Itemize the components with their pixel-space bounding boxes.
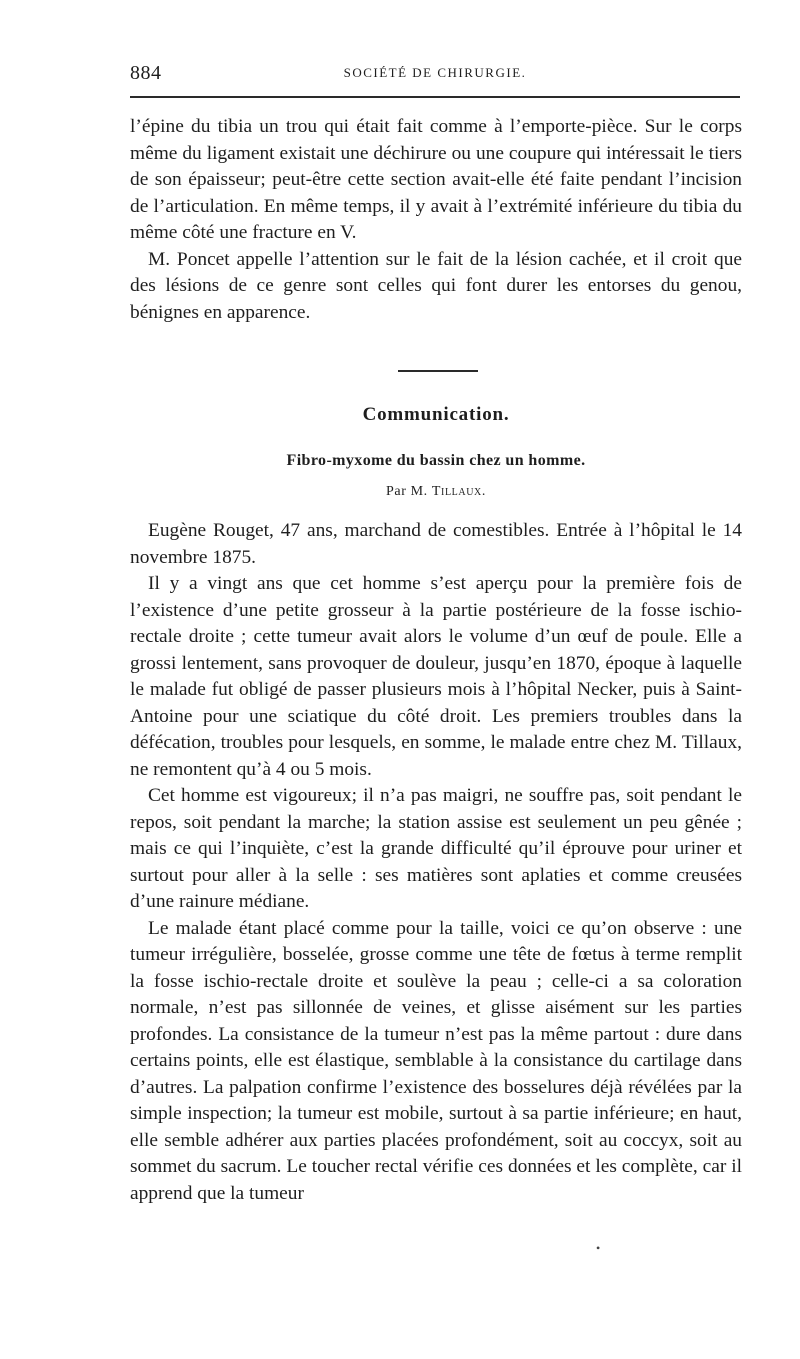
- byline-author: Tillaux.: [431, 484, 486, 499]
- paragraph: Il y a vingt ans que cet homme s’est aperçu pour la première fois de l’existence d’une petite grosseur à la partie postérieure de la fosse ischio-rectale droite ; cette tumeur avait alors le volume d’un œuf de poule. Elle a grossi lentement, sans provoquer de douleur, jusqu’en 1870, époque à laquelle le malade fut obligé de passer plusieurs mois à l’hôpital Necker, puis à Saint-Antoine pour une sciatique du côté droit. Les premiers troubles dans la défécation, troubles pour lesquels, en somme, le malade entre chez M. Tillaux, ne remontent qu’à 4 ou 5 mois.: [130, 573, 742, 780]
- running-head: [130, 60, 740, 88]
- page-number: 884: [130, 62, 162, 84]
- article-title: Fibro-myxome du bassin chez un homme.: [286, 452, 586, 469]
- paragraph: Le malade étant placé comme pour la taille, voici ce qu’on observe : une tumeur irrégulière, bosselée, grosse comme une tête de fœtus à terme remplit la fosse ischio-rectale droite et soulève la peau ; celle-ci a sa coloration normale, n’est pas sillonnée de veines, et glisse aisément sur les parties profondes. La consistance de la tumeur n’est pas la même partout : dure dans certains points, elle est élastique, semblable à la consistance du cartilage dans d’autres. La palpation confirme l’existence des bosselures déjà révélées par la simple inspection; la tumeur est mobile, surtout à sa partie inférieure; en haut, elle semble adhérer aux parties placées profondément, soit au coccyx, soit au sommet du sacrum. Le toucher rectal vérifie ces données et les complète, car il apprend que la tumeur: [130, 917, 742, 1204]
- footer-mark: •: [596, 1241, 601, 1255]
- byline: [130, 484, 742, 500]
- paragraph: M. Poncet appelle l’attention sur le fait de la lésion cachée, et il croit que des lésions de ce genre sont celles qui font durer les entorses du genou, bénignes en apparence.: [130, 248, 742, 323]
- journal-title: SOCIÉTÉ DE CHIRURGIE.: [343, 65, 527, 80]
- section-heading: Communication.: [362, 404, 510, 425]
- header-rule: [130, 96, 740, 98]
- article-body: [130, 518, 742, 1207]
- paragraph: Eugène Rouget, 47 ans, marchand de comestibles. Entrée à l’hôpital le 14 novembre 1875.: [130, 520, 742, 568]
- section-divider: [398, 370, 478, 372]
- byline-prefix: Par M.: [386, 484, 428, 499]
- continuation-text: [130, 114, 742, 326]
- paragraph: l’épine du tibia un trou qui était fait comme à l’emporte-pièce. Sur le corps même du ligament existait une déchirure ou une coupure qui intéressait le tiers de son épaisseur; peut-être cette section avait-elle été faite pendant l’incision de l’articulation. En même temps, il y avait à l’extrémité inférieure du tibia du même côté une fracture en V.: [130, 116, 742, 243]
- paragraph: Cet homme est vigoureux; il n’a pas maigri, ne souffre pas, soit pendant le repos, soit pendant la marche; la station assise est seulement un peu gênée ; mais ce qui l’inquiète, c’est la grande difficulté qu’il éprouve pour uriner et surtout pour aller à la selle : ses matières sont aplaties et comme creusées d’une rainure médiane.: [130, 785, 742, 912]
